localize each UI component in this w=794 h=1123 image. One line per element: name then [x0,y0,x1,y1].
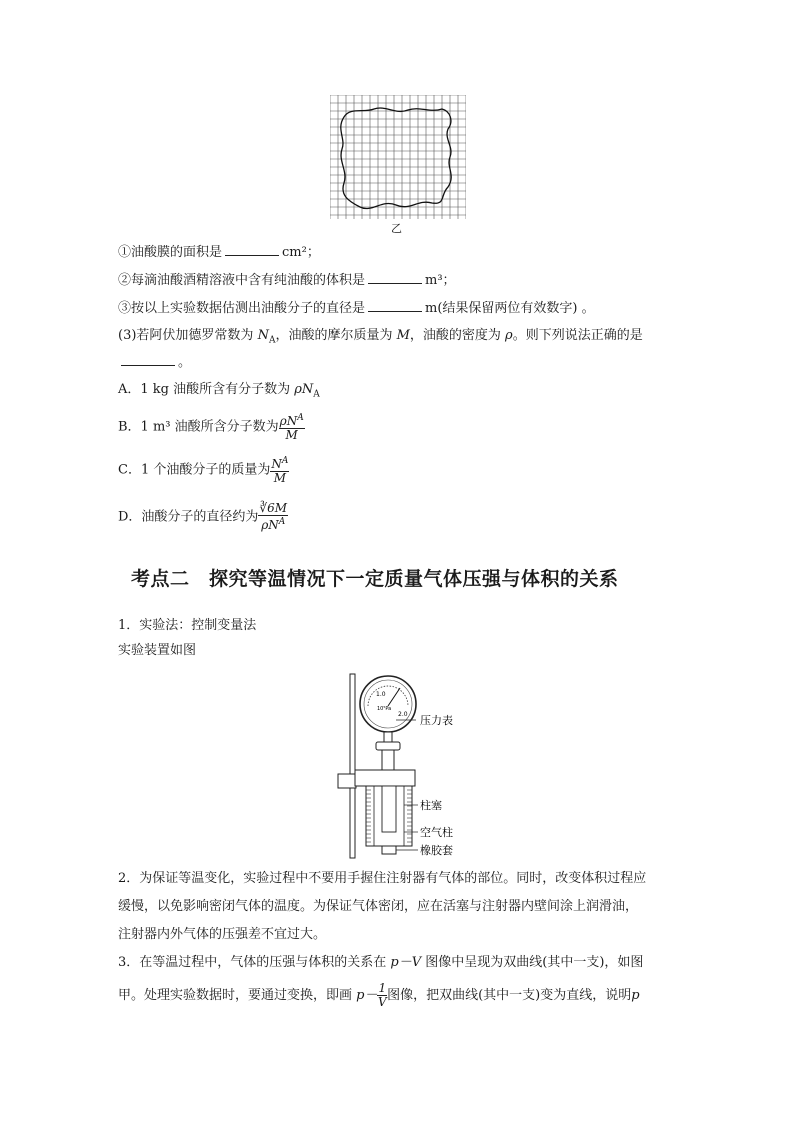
label-gauge: 压力表 [420,714,453,727]
p-minus-symbol: p－ [356,988,378,1003]
para-3-text-a: 3．在等温过程中，气体的压强与体积的关系在 [118,955,391,970]
label-air-column: 空气柱 [420,826,453,839]
rubber-cap [382,846,396,854]
section-heading: 考点二 探究等温情况下一定质量气体压强与体积的关系 [131,568,619,590]
item-3 [118,299,595,318]
item-3-text: ③按以上实验数据估测出油酸分子的直径是 [118,301,366,316]
option-c-fraction [270,455,289,485]
option-d-text: D．油酸分子的直径约为 [118,509,259,525]
option-d-den: ρN [261,518,279,532]
q3-end: 。 [178,355,192,370]
option-d-num: 6M [267,501,288,515]
option-c[interactable] [118,455,289,485]
p-end-symbol: p [631,988,640,1003]
oil-film-outline [341,108,451,208]
gauge-mark-1: 1.0 [376,691,386,698]
para-3-text-c: 甲。处理实验数据时，要通过变换，即画 [118,988,357,1003]
option-d-den-sub: A [278,517,286,527]
item-2-text: ②每滴油酸酒精溶液中含有纯油酸的体积是 [118,273,366,288]
option-b[interactable] [118,412,305,442]
answer-blank-2[interactable] [368,271,422,284]
option-c-num: N [271,457,282,471]
para-3-text-b: 图像中呈现为双曲线(其中一支)，如图 [421,955,644,970]
answer-blank-3[interactable] [368,299,422,312]
option-a-text: A．1 kg 油酸所含有分子数为 [118,382,295,397]
item-1-text: ①油酸膜的面积是 [118,245,223,260]
option-a[interactable] [118,381,320,404]
item-3-unit: m(结果保留两位有效数字) 。 [425,301,595,316]
option-b-text: B．1 m³ 油酸所含分子数为 [118,419,279,435]
question-3-line-2 [118,353,191,372]
answer-blank-q3[interactable] [121,353,175,366]
option-a-sub: A [313,389,320,400]
label-piston: 柱塞 [420,799,442,812]
avogadro-symbol: N [257,328,269,343]
gauge-mark-2: 2.0 [398,711,408,718]
pv-symbol: p－V [390,955,422,970]
para-2-line-2: 缓慢，以免影响密闭气体的温度。为保证气体密闭，应在活塞与注射器内壁间涂上润滑油， [118,899,639,914]
oil-film-grid-figure [330,95,466,219]
item-2 [118,271,456,290]
clamp [338,774,356,788]
option-b-fraction [279,412,305,442]
para-2-line-1: 2．为保证等温变化，实验过程中不要用手握住注射器有气体的部位。同时，改变体积过程应 [118,871,647,886]
q3-text-c: ，油酸的密度为 [409,328,506,343]
question-3-line-1 [118,327,643,350]
stand-rod [350,674,355,858]
option-d[interactable] [118,502,288,532]
frac-den: V [377,995,387,1009]
para-2-line-3: 注射器内外气体的压强差不宜过大。 [118,927,327,942]
option-b-num-sub: A [297,413,304,423]
figure-caption: 乙 [391,222,402,235]
syringe-apparatus-figure [330,672,480,860]
gauge-unit: 10⁵Pa [377,706,392,712]
item-1-unit: cm²； [282,245,320,260]
option-c-text: C．1 个油酸分子的质量为 [118,462,271,478]
item-2-unit: m³； [425,273,456,288]
item-1 [118,243,320,262]
molar-mass-symbol: M [396,328,410,343]
label-rubber-cap: 橡胶套 [420,844,453,857]
option-c-den: M [273,471,286,485]
para-3-line-1 [118,954,643,972]
clamp-arm [355,770,415,786]
option-b-den: M [285,428,298,442]
one-over-v-fraction [377,982,387,1009]
para-1-line-2: 实验装置如图 [118,643,197,658]
option-d-fraction: $\frac{∛6M}{\rho N^A}$ [259,501,288,532]
avogadro-sub: A [268,335,276,346]
q3-text-d: 。则下列说法正确的是 [512,328,643,343]
para-1-line-1: 1．实验法：控制变量法 [118,618,257,633]
q3-text-a: (3)若阿伏加德罗常数为 [118,328,258,343]
frac-num: 1 [378,981,387,995]
q3-text-b: ，油酸的摩尔质量为 [275,328,397,343]
para-3-text-d: 图像，把双曲线(其中一支)变为直线，说明 [387,988,632,1003]
density-symbol: ρ [505,328,513,343]
option-b-num: ρN [279,414,298,428]
option-c-num-sub: A [281,456,289,466]
para-3-line-2 [118,982,640,1009]
option-a-expr: ρN [294,382,314,397]
answer-blank-1[interactable] [225,243,279,256]
piston [382,786,396,832]
